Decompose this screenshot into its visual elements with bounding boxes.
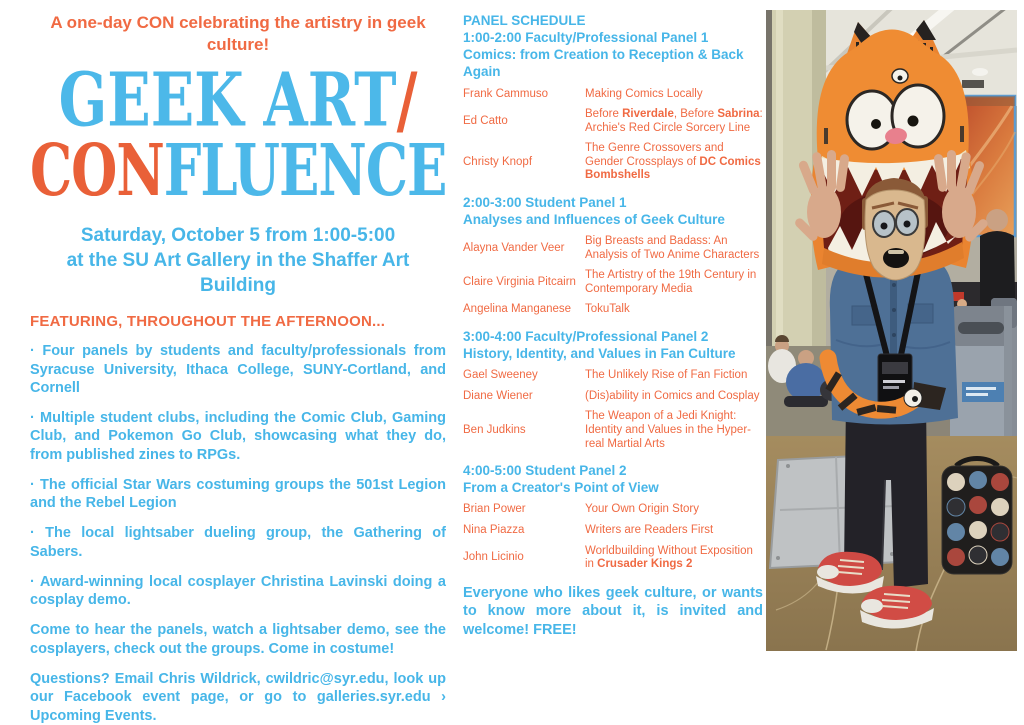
paragraph: Questions? Email Chris Wildrick, cwildric@syr.edu, look up our Facebook event page, or go to galleries.syr.edu › Upcoming Events. [30,670,446,724]
event-location: at the SU Art Gallery in the Shaffer Art Building [66,249,410,296]
presenter-name: Frank Cammuso [463,87,548,100]
event-datetime-location [30,224,446,298]
presenter-name: Gael Sweeney [463,369,538,382]
schedule-section [463,462,763,572]
talk-title: Before Riverdale, Before Sabrina: Archie's Red Circle Sorcery Line [585,108,763,134]
bullet-item: · Multiple student clubs, including the Comic Club, Gaming Club, and Pokemon Go Club, showcasing what they do, from published zines to RPGs. [30,410,446,463]
red-sneaker-left [816,552,884,594]
bullet-item: · The official Star Wars costuming groups the 501st Legion and the Rebel Legion [30,476,446,512]
closing-note: Everyone who likes geek culture, or wants to know more about it, is invited and welcome! FREE! [463,584,763,638]
title-con: CON [30,129,164,213]
talk-title: The Unlikely Rise of Fan Fiction [585,369,748,382]
schedule-section [463,29,763,183]
section-heading: 2:00-3:00 Student Panel 1 Analyses and Influences of Geek Culture [463,194,725,228]
paragraph: Come to hear the panels, watch a lightsaber demo, see the cosplayers, check out the groups. Come in costume! [30,622,446,657]
schedule-row [463,369,763,383]
schedule-section [463,328,763,451]
red-sneaker-right [860,586,934,629]
talk-title: The Artistry of the 19th Century in Contemporary Media [585,269,757,295]
talk-title: Worldbuilding Without Exposition in Crusader Kings 2 [585,544,753,571]
schedule-row [463,524,763,538]
talk-title: (Dis)ability in Comics and Cosplay [585,389,760,402]
section-heading: 3:00-4:00 Faculty/Professional Panel 2 History, Identity, and Values in Fan Culture [463,329,736,362]
schedule-row [463,303,763,317]
title-line-2 [30,128,446,227]
schedule-row [463,108,763,135]
jon-mask [862,178,928,280]
convention-photo-illustration [766,10,1017,651]
bin-label [962,382,1004,402]
bullet-item: · Award-winning local cosplayer Christina Lavinski doing a cosplay demo. [30,573,446,609]
talk-title: The Weapon of a Jedi Knight: Identity and Values in the Hyper-real Martial Arts [585,410,751,450]
panel-schedule-label: PANEL SCHEDULE [463,13,586,28]
left-column [30,12,446,725]
title-slash: / [396,56,418,144]
event-title [30,56,447,213]
presenter-name: Ben Judkins [463,424,526,436]
schedule-row [463,390,763,404]
bullet-item: · Four panels by students and faculty/professionals from Syracuse University, Ithaca College, SUNY-Cortland, and Cornell [30,343,446,396]
presenter-name: Claire Virginia Pitcairn [463,276,576,289]
schedule-row [463,410,763,451]
presenter-name: Christy Knopf [463,155,533,168]
talk-title: Your Own Origin Story [585,503,699,516]
cosplayer-photo [766,10,1017,651]
left-paragraphs [30,342,446,725]
schedule-row [463,269,763,296]
schedule-row [463,88,763,102]
event-tagline: A one-day CON celebrating the artistry in geek culture! [50,13,426,55]
schedule-column [463,12,763,639]
patterned-bag [942,459,1012,575]
featuring-heading: FEATURING, THROUGHOUT THE AFTERNOON... [30,313,386,331]
schedule-row [463,142,763,183]
presenter-name: Alayna Vander Veer [463,242,565,254]
presenter-name: Ed Catto [463,114,508,127]
event-datetime: Saturday, October 5 from 1:00-5:00 [80,225,396,247]
presenter-name: Angelina Manganese [463,303,572,316]
talk-title: Making Comics Locally [585,87,703,100]
title-fluence: FLUENCE [163,129,447,213]
presenter-name: Diane Wiener [463,389,533,402]
title-geek-art: GEEK ART [58,56,397,144]
presenter-name: Brian Power [463,503,526,516]
talk-title: TokuTalk [585,303,630,316]
schedule-row [463,503,763,517]
talk-title: The Genre Crossovers and Gender Crossplays of DC Comics Bombshells [585,142,761,182]
presenter-name: John Licinio [463,551,524,564]
schedule-section [463,194,763,317]
talk-title: Writers are Readers First [585,523,714,536]
schedule-sections [463,29,763,572]
bullet-item: · The local lightsaber dueling group, the Gathering of Sabers. [30,525,446,560]
schedule-row [463,545,763,572]
section-heading: 1:00-2:00 Faculty/Professional Panel 1 Comics: from Creation to Reception & Back Again [463,30,744,80]
section-heading: 4:00-5:00 Student Panel 2 From a Creator's Point of View [463,463,659,496]
ceiling-light [972,68,988,76]
schedule-row [463,235,763,262]
talk-title: Big Breasts and Badass: An Analysis of Two Anime Characters [585,235,760,261]
presenter-name: Nina Piazza [463,523,525,536]
